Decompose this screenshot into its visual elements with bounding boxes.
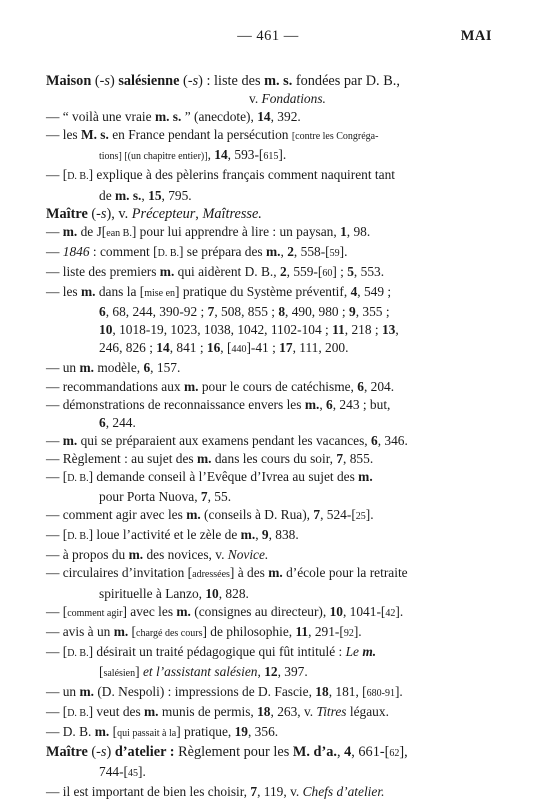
index-entries	[46, 72, 498, 802]
index-entry-line: — m. de J[ean B.] pour lui apprendre à lire : un paysan, 1, 98.	[46, 223, 371, 239]
index-entry-line: — [D. B.] désirait un traité pédagogique qui fût intitulé : Le m.	[46, 643, 377, 659]
index-heading-line: Maître (-s), v. Précepteur, Maîtresse.	[46, 205, 262, 222]
index-entry-line: — [D. B.] explique à des pèlerins français comment naquirent tant	[46, 167, 395, 183]
index-entry-line: — [D. B.] loue l’activité et le zèle de m., 9, 838.	[46, 527, 299, 543]
index-entry-line: [salésien] et l’assistant salésien, 12, 397.	[99, 663, 308, 679]
index-entry-line: — 1846 : comment [D. B.] se prépara des m., 2, 558-[59].	[46, 243, 348, 259]
index-entry-line: v. Fondations.	[249, 91, 326, 107]
index-entry-line: 6, 244.	[99, 414, 136, 430]
index-entry-line: — [D. B.] demande conseil à l’Evêque d’Ivrea au sujet des m.	[46, 468, 373, 484]
index-heading-line: Maître (-s) d’atelier : Règlement pour les M. d’a., 4, 661-[62],	[46, 744, 408, 761]
index-entry-line: — “ voilà une vraie m. s. ” (anecdote), 14, 392.	[46, 109, 301, 125]
index-entry-line: — les M. s. en France pendant la persécution [contre les Congréga-	[46, 127, 379, 143]
index-entry-line: — [D. B.] veut des m. munis de permis, 18, 263, v. Titres légaux.	[46, 704, 389, 720]
index-entry-line: — à propos du m. des novices, v. Novice.	[46, 547, 269, 563]
index-entry-line: — avis à un m. [chargé des cours] de philosophie, 11, 291-[92].	[46, 623, 362, 639]
index-entry-line: — liste des premiers m. qui aidèrent D. B., 2, 559-[60] ; 5, 553.	[46, 263, 385, 279]
index-entry-line: de m. s., 15, 795.	[99, 187, 192, 203]
page-number: — 461 —	[237, 28, 299, 44]
index-entry-line: — Règlement : au sujet des m. dans les cours du soir, 7, 855.	[46, 450, 374, 466]
index-entry-line: — comment agir avec les m. (conseils à D. Rua), 7, 524-[25].	[46, 507, 374, 523]
index-heading-line: Maison (-s) salésienne (-s) : liste des m. s. fondées par D. B.,	[46, 73, 400, 89]
index-entry-line: — D. B. m. [qui passait à la] pratique, 19, 356.	[46, 724, 279, 740]
running-head: MAI	[460, 28, 492, 44]
index-entry-line: — recommandations aux m. pour le cours de catéchisme, 6, 204.	[46, 378, 395, 394]
index-entry-line: 6, 68, 244, 390-92 ; 7, 508, 855 ; 8, 490, 980 ; 9, 355 ;	[99, 304, 390, 320]
index-entry-line: — m. qui se préparaient aux examens pendant les vacances, 6, 346.	[46, 432, 408, 448]
index-entry-line: 246, 826 ; 14, 841 ; 16, [440]-41 ; 17, 111, 200.	[99, 340, 349, 356]
index-entry-line: 744-[45].	[99, 764, 146, 780]
index-entry-line: — les m. dans la [mise en] pratique du Système préventif, 4, 549 ;	[46, 284, 392, 300]
index-entry-line: — [comment agir] avec les m. (consignes au directeur), 10, 1041-[42].	[46, 603, 404, 619]
index-entry-line: — un m. (D. Nespoli) : impressions de D. Fascie, 18, 181, [680-91].	[46, 684, 403, 699]
index-entry-line: — il est important de bien les choisir, 7, 119, v. Chefs d’atelier.	[46, 784, 385, 800]
index-entry-line: — un m. modèle, 6, 157.	[46, 360, 181, 376]
index-entry-line: tions] [(un chapitre entier)], 14, 593-[615].	[99, 147, 287, 163]
index-entry-line: 10, 1018-19, 1023, 1038, 1042, 1102-104 ; 11, 218 ; 13,	[99, 322, 399, 338]
index-entry-line: pour Porta Nuova, 7, 55.	[99, 489, 232, 505]
index-entry-line: spirituelle à Lanzo, 10, 828.	[99, 585, 249, 601]
index-entry-line: — circulaires d’invitation [adressées] à des m. d’école pour la retraite	[46, 565, 408, 581]
index-entry-line: — démonstrations de reconnaissance envers les m., 6, 243 ; but,	[46, 396, 391, 412]
